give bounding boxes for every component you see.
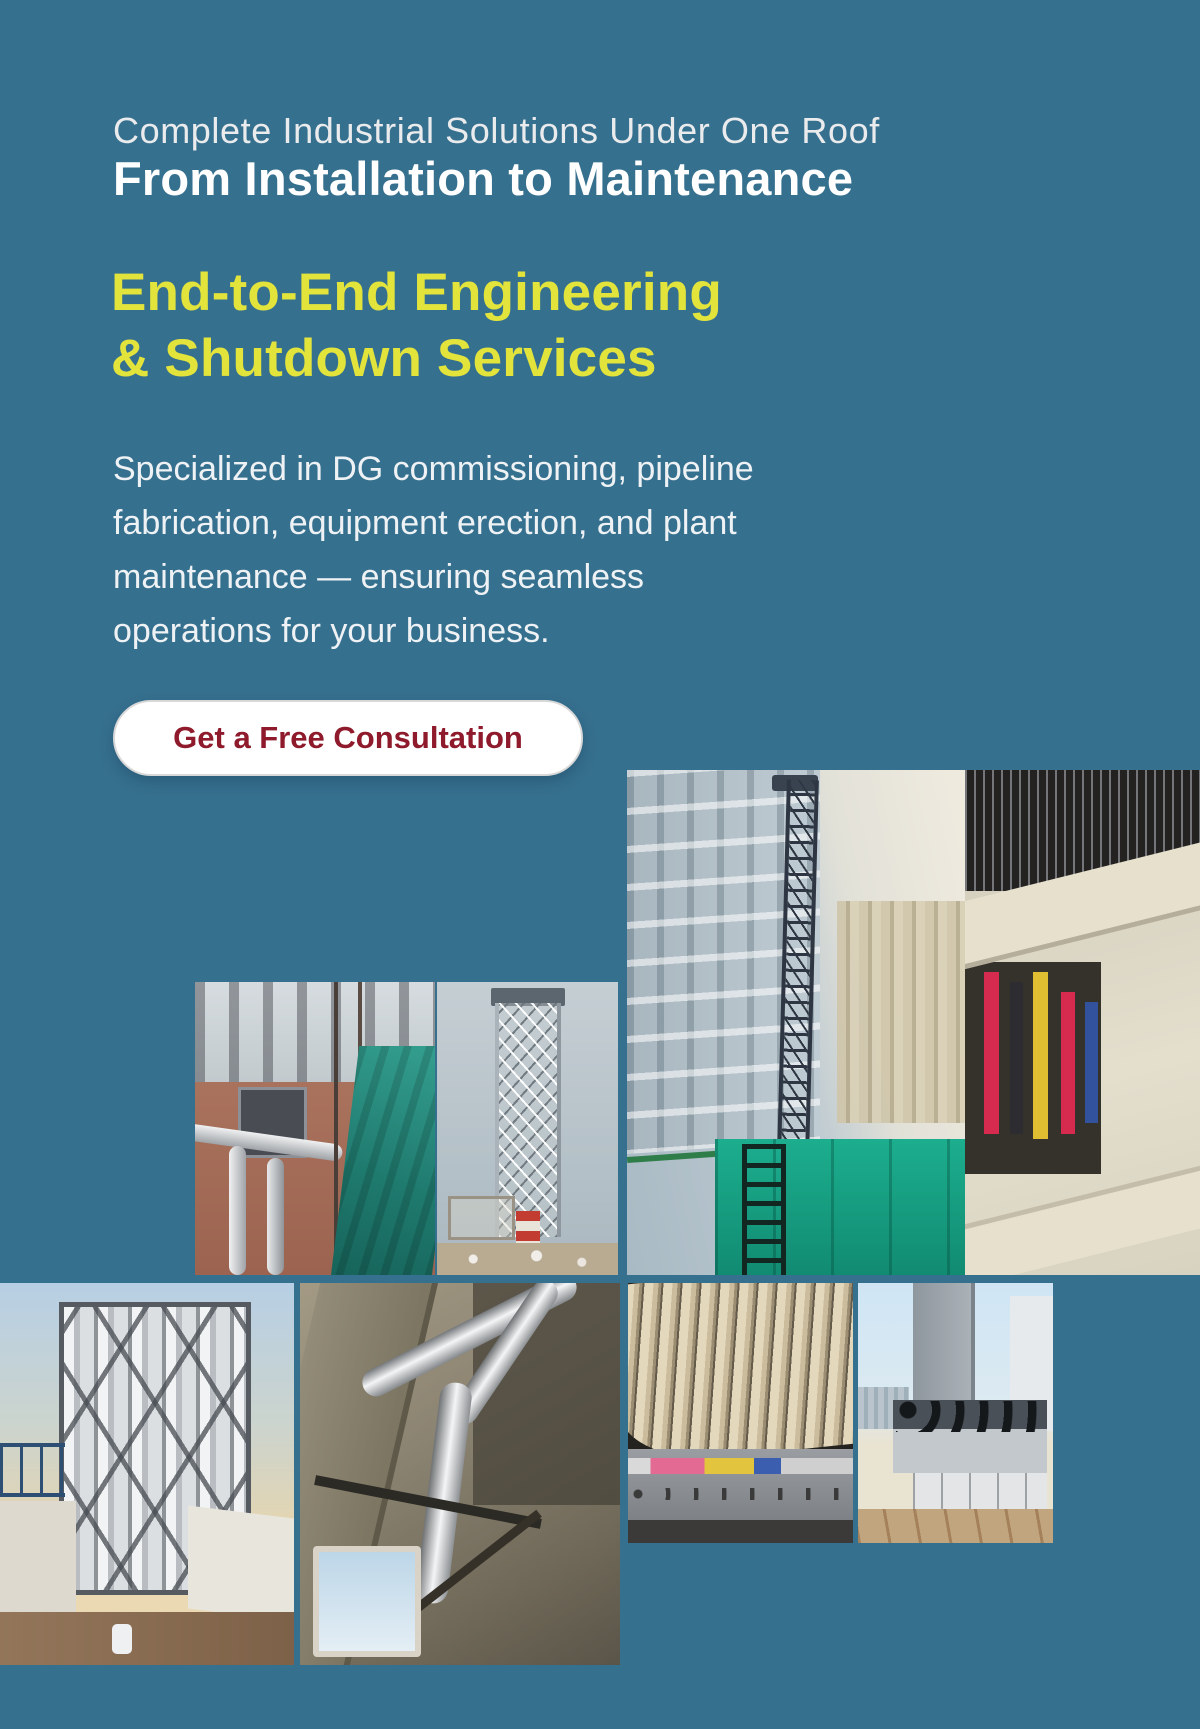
window-opening-sky [313,1546,421,1657]
tower-base-stripe [516,1211,540,1243]
busbar-black [1010,982,1023,1134]
body-line-1: Specialized in DG commissioning, pipeline [113,450,754,488]
photo-pipeline-insulation [195,982,435,1275]
busbar-red-2 [1061,992,1075,1133]
body-line-4: operations for your business. [113,612,550,650]
parapet-wall-left [0,1501,76,1616]
photo-electrical-panel-busbars [965,770,1200,1275]
cable-bundle [628,1283,853,1467]
bolt-row [628,1488,853,1500]
rooftop-floor [858,1509,1053,1543]
busbar-red [984,972,999,1134]
access-ladder [742,1144,786,1275]
body-line-3: maintenance — ensuring seamless [113,558,645,596]
photo-rooftop-tank-structure [0,1283,294,1665]
handrail [0,1443,65,1497]
photo-rooftop-dg-exhaust [858,1283,1053,1543]
rooftop-floor [0,1612,294,1665]
duct-shadow [628,1520,853,1543]
headline [111,260,722,392]
photo-dg-set-installation [627,770,965,1275]
busbar-blue [1085,1002,1098,1123]
free-consultation-button[interactable] [113,700,583,776]
water-jug [112,1624,132,1654]
eyebrow-heading: Complete Industrial Solutions Under One Roof [113,110,880,151]
photo-cable-termination-busduct [628,1283,853,1543]
insulated-pipe-drop-2 [267,1158,284,1275]
exhaust-outlets [896,1401,1044,1432]
dg-container [893,1400,1047,1473]
parapet-wall-right [188,1506,294,1622]
bus-duct [628,1449,853,1519]
base-scaffolding [448,1196,516,1240]
body-line-2: fabrication, equipment erection, and plant [113,504,737,542]
photo-steel-tower-erection [437,982,618,1275]
headline-line-1: End-to-End Engineering [111,263,722,322]
main-title: From Installation to Maintenance [113,152,854,205]
site-ground [437,1243,618,1275]
headline-line-2: & Shutdown Services [111,329,657,388]
phase-color-strip [628,1458,853,1474]
busbar-yellow [1033,972,1048,1139]
cta-label: Get a Free Consultation [173,720,523,755]
container-doors [913,1473,1048,1515]
insulated-pipe-drop [229,1146,246,1275]
distant-buildings [837,901,965,1123]
panel-frame-beam-lower [965,1158,1200,1275]
body-copy [113,442,754,658]
photo-stainless-pipe-fabrication [300,1283,620,1665]
